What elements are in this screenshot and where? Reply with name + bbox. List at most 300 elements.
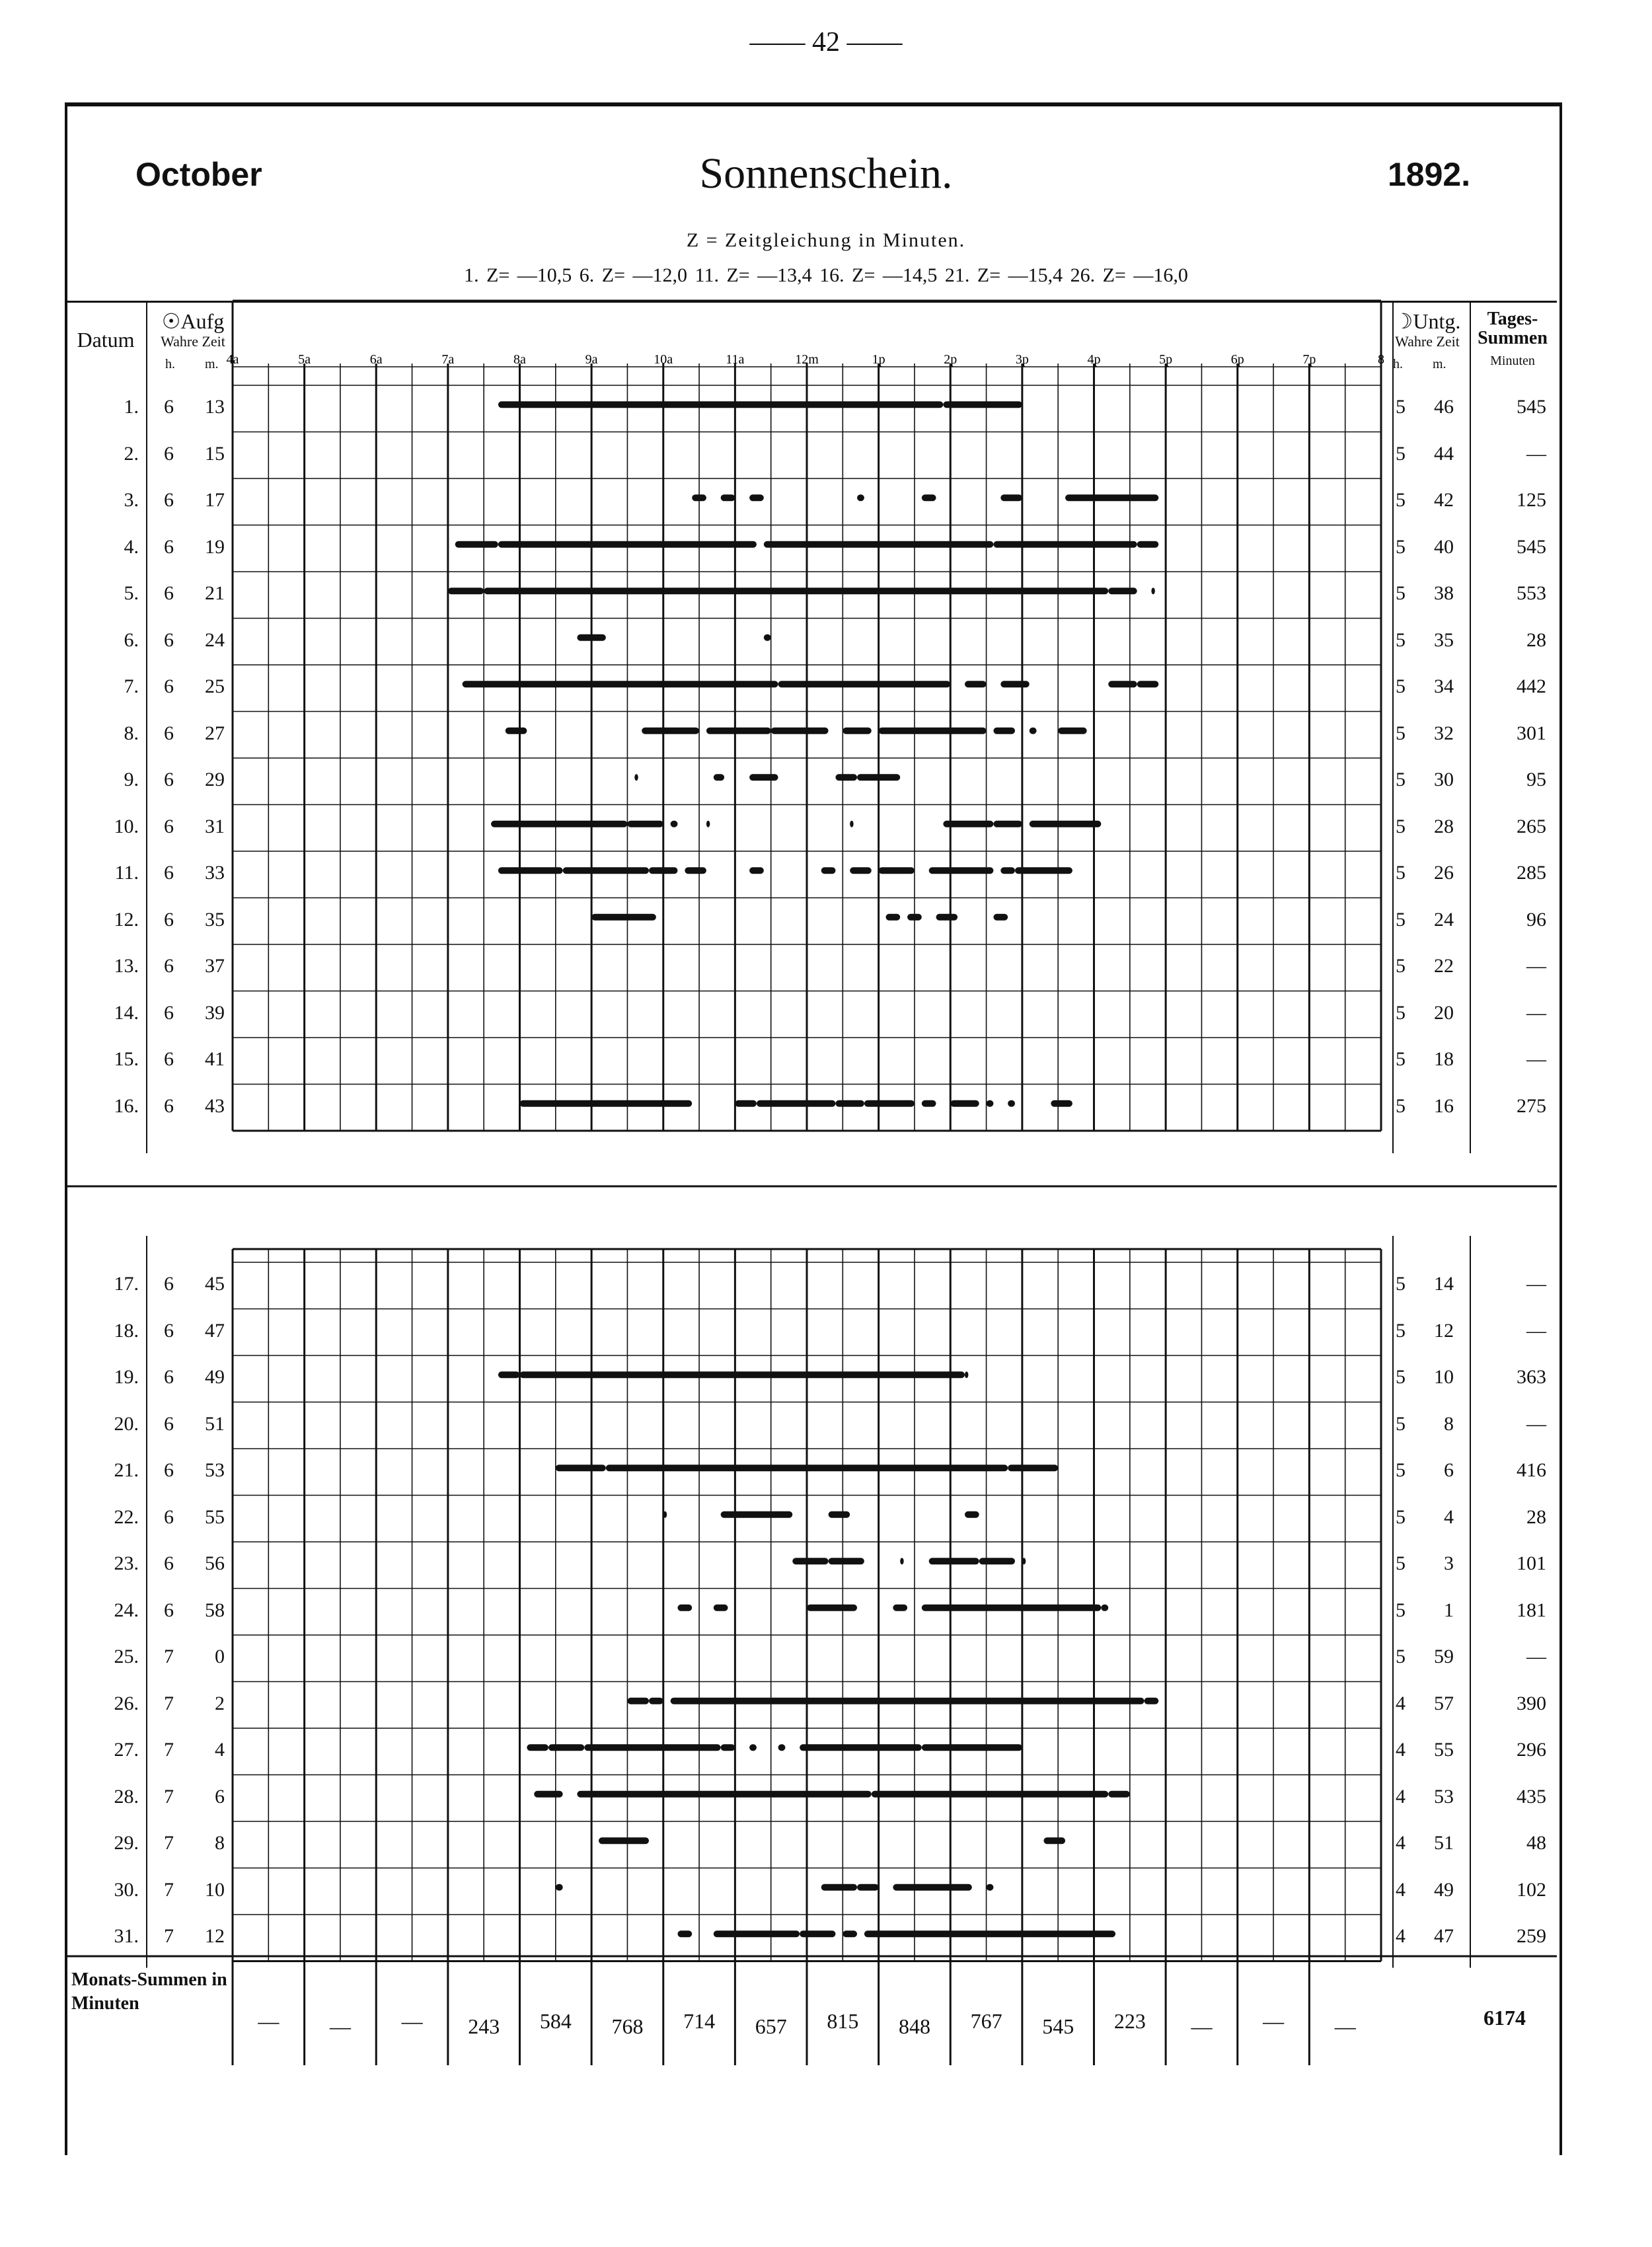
sunset-minute: 38	[1434, 582, 1454, 604]
daily-sum: 285	[1517, 862, 1546, 884]
sunshine-trace	[606, 1465, 1008, 1471]
daily-sum: —	[1526, 955, 1546, 977]
sunshine-trace	[1108, 681, 1137, 687]
sunshine-trace	[922, 1100, 936, 1107]
sunshine-trace	[448, 588, 484, 594]
monthly-sum-cell: —	[329, 2014, 351, 2038]
sunshine-trace	[1101, 1605, 1108, 1611]
row-date: 25.	[114, 1646, 139, 1667]
daily-sum: —	[1526, 442, 1546, 465]
sunshine-trace	[671, 821, 678, 827]
sunrise-hour: 6	[164, 769, 174, 790]
sunshine-trace	[922, 494, 936, 501]
sunshine-trace	[563, 867, 649, 874]
sunshine-trace	[721, 1511, 793, 1518]
sunrise-hour: 6	[164, 722, 174, 744]
sunset-hour: 5	[1396, 396, 1406, 418]
sunset-minute: 3	[1444, 1552, 1454, 1574]
daily-sum-header: Tages-Summen	[1478, 309, 1548, 349]
sunrise-hour: 7	[164, 1785, 174, 1808]
sunshine-trace	[714, 774, 724, 781]
monthly-sum-cell: 767	[970, 2009, 1002, 2033]
sunset-hour: 5	[1396, 628, 1406, 651]
sunrise-minute: 47	[205, 1319, 225, 1342]
sunset-minute: 22	[1434, 955, 1454, 977]
equation-of-time-caption: Z = Zeitgleichung in Minuten.	[686, 229, 966, 251]
sunset-minute: 40	[1434, 535, 1454, 558]
sunshine-trace	[987, 1100, 994, 1107]
sunrise-hour: 7	[164, 1646, 174, 1667]
sunrise-minute: 29	[205, 769, 225, 790]
monthly-sum-cell: —	[401, 2009, 423, 2033]
hour-label: 6p	[1230, 352, 1244, 367]
sunset-minute: 59	[1434, 1646, 1454, 1667]
sunshine-trace	[520, 1100, 693, 1107]
sunrise-minute: 33	[205, 862, 225, 884]
sunshine-trace	[993, 728, 1015, 734]
sunset-unit-m: m.	[1433, 357, 1446, 371]
sunset-minute: 24	[1434, 908, 1454, 931]
sunset-hour: 5	[1396, 535, 1406, 558]
sunset-hour: 5	[1396, 582, 1406, 604]
sunshine-trace	[757, 1100, 835, 1107]
sunshine-trace	[577, 634, 605, 641]
daily-sum-subheader: Minuten	[1490, 354, 1535, 368]
sunshine-trace	[685, 867, 706, 874]
daily-sum: —	[1526, 1319, 1546, 1342]
sunset-hour: 4	[1396, 1692, 1406, 1714]
sunshine-trace	[584, 1744, 720, 1751]
hour-label: 8	[1378, 352, 1384, 367]
sunrise-minute: 53	[205, 1459, 225, 1481]
row-date: 23.	[114, 1552, 139, 1574]
sunshine-trace	[548, 1744, 584, 1751]
sunshine-trace	[1145, 1698, 1159, 1704]
sunrise-minute: 21	[205, 582, 225, 604]
sunrise-hour: 6	[164, 582, 174, 604]
sunshine-trace	[749, 1744, 757, 1751]
row-date: 1.	[124, 396, 139, 418]
sunrise-minute: 55	[205, 1505, 225, 1528]
sunshine-trace	[498, 401, 943, 408]
sunset-minute: 4	[1444, 1505, 1454, 1528]
sunrise-minute: 17	[205, 489, 225, 511]
sunset-minute: 1	[1444, 1599, 1454, 1621]
sunshine-trace	[857, 1884, 879, 1891]
daily-sum: 416	[1517, 1459, 1546, 1481]
sunrise-subheader: Wahre Zeit	[161, 333, 225, 350]
monthly-sum-label: Monats-Summen in Minuten	[71, 1969, 227, 2014]
sunrise-minute: 10	[205, 1878, 225, 1901]
row-date: 17.	[114, 1273, 139, 1295]
sunrise-hour: 6	[164, 1273, 174, 1295]
sunshine-trace	[835, 1100, 864, 1107]
sunrise-hour: 6	[164, 815, 174, 837]
sunshine-trace	[634, 774, 638, 781]
sunshine-trace	[843, 728, 871, 734]
hour-label: 9a	[585, 352, 598, 367]
daily-sum: 553	[1517, 582, 1546, 604]
monthly-sum-cell: 584	[539, 2009, 572, 2033]
sunset-hour: 5	[1396, 1366, 1406, 1388]
sunshine-trace	[1022, 1558, 1026, 1564]
sunshine-trace	[749, 867, 764, 874]
sunrise-hour: 6	[164, 489, 174, 511]
sunrise-minute: 13	[205, 396, 225, 418]
sunrise-hour: 6	[164, 535, 174, 558]
sunshine-trace	[993, 914, 1008, 921]
hour-label: 10a	[654, 352, 673, 367]
hour-label: 1p	[872, 352, 885, 367]
monthly-sum-cell: —	[1191, 2014, 1213, 2038]
sunrise-hour: 6	[164, 1552, 174, 1574]
sunshine-trace	[1030, 821, 1102, 827]
sunset-minute: 34	[1434, 675, 1454, 697]
daily-sum: 125	[1517, 489, 1546, 511]
sunset-minute: 20	[1434, 1001, 1454, 1024]
daily-sum: 435	[1517, 1785, 1546, 1808]
sunshine-trace	[778, 1744, 786, 1751]
sunrise-minute: 41	[205, 1048, 225, 1070]
sunset-hour: 5	[1396, 442, 1406, 465]
sunshine-trace	[1137, 681, 1159, 687]
sunrise-minute: 8	[215, 1832, 225, 1854]
daily-sum: 102	[1517, 1878, 1546, 1901]
sunrise-minute: 37	[205, 955, 225, 977]
sunshine-trace	[649, 867, 677, 874]
sunshine-trace	[771, 728, 829, 734]
sunshine-trace	[993, 541, 1137, 548]
row-date: 27.	[114, 1739, 139, 1761]
sunrise-hour: 6	[164, 1599, 174, 1621]
sunshine-trace	[850, 867, 872, 874]
sunset-subheader: Wahre Zeit	[1395, 333, 1460, 350]
sunshine-trace	[556, 1465, 606, 1471]
sunrise-minute: 31	[205, 815, 225, 837]
daily-sum: 301	[1517, 722, 1546, 744]
sunset-hour: 5	[1396, 955, 1406, 977]
sunrise-hour: 6	[164, 628, 174, 651]
daily-sum: 363	[1517, 1366, 1546, 1388]
sunshine-trace	[864, 1930, 1115, 1937]
sunshine-trace	[663, 1511, 667, 1518]
sunshine-trace	[735, 1100, 757, 1107]
row-date: 2.	[124, 442, 139, 465]
sunrise-minute: 12	[205, 1925, 225, 1947]
row-date: 18.	[114, 1319, 139, 1342]
sunset-minute: 55	[1434, 1739, 1454, 1761]
row-date: 9.	[124, 769, 139, 790]
sunset-hour: 5	[1396, 862, 1406, 884]
sunshine-trace	[857, 494, 864, 501]
row-date: 11.	[114, 862, 139, 884]
sunrise-hour: 6	[164, 908, 174, 931]
daily-sum: 95	[1526, 769, 1546, 790]
sunset-hour: 4	[1396, 1878, 1406, 1901]
sunshine-trace	[721, 494, 735, 501]
sunset-minute: 14	[1434, 1273, 1454, 1295]
sunshine-trace	[1008, 1100, 1015, 1107]
sunshine-trace	[714, 1930, 800, 1937]
sunrise-hour: 6	[164, 1001, 174, 1024]
sunshine-trace	[534, 1791, 562, 1798]
sunshine-trace	[792, 1558, 828, 1564]
month-label: October	[135, 156, 262, 193]
row-date: 3.	[124, 489, 139, 511]
sunset-minute: 30	[1434, 769, 1454, 790]
sunrise-minute: 58	[205, 1599, 225, 1621]
sunshine-trace	[764, 541, 994, 548]
sunrise-header: ☉Aufg	[161, 309, 225, 333]
sunrise-hour: 6	[164, 955, 174, 977]
sunshine-trace	[829, 1558, 864, 1564]
hour-label: 7p	[1302, 352, 1316, 367]
datum-header: Datum	[77, 328, 135, 352]
sunshine-trace	[821, 1884, 857, 1891]
daily-sum: 101	[1517, 1552, 1546, 1574]
hour-label: 3p	[1015, 352, 1029, 367]
sunshine-trace	[1065, 494, 1158, 501]
sunshine-trace	[556, 1884, 563, 1891]
sunset-hour: 5	[1396, 815, 1406, 837]
sunset-header: ☽Untg.	[1394, 309, 1461, 333]
sunshine-trace	[1015, 867, 1072, 874]
sunshine-trace	[706, 821, 710, 827]
hour-label: 7a	[441, 352, 455, 367]
row-date: 8.	[124, 722, 139, 744]
sunset-hour: 5	[1396, 1001, 1406, 1024]
monthly-sum-cell: —	[1334, 2014, 1356, 2038]
sunshine-trace	[850, 821, 853, 827]
sunset-minute: 12	[1434, 1319, 1454, 1342]
sunrise-hour: 6	[164, 862, 174, 884]
monthly-sum-cell: 223	[1113, 2009, 1146, 2033]
sunset-hour: 4	[1396, 1739, 1406, 1761]
sunset-hour: 5	[1396, 769, 1406, 790]
sunshine-trace	[627, 821, 663, 827]
monthly-sum-cell: 815	[827, 2009, 859, 2033]
sunshine-trace	[642, 728, 699, 734]
hour-label: 8a	[513, 352, 526, 367]
hour-label: 2p	[944, 352, 957, 367]
sunset-minute: 18	[1434, 1048, 1454, 1070]
sunset-hour: 5	[1396, 722, 1406, 744]
sunrise-minute: 43	[205, 1094, 225, 1117]
monthly-sum-cell: 848	[898, 2014, 930, 2038]
sunshine-trace	[872, 1791, 1108, 1798]
sunrise-minute: 51	[205, 1412, 225, 1435]
sunrise-hour: 7	[164, 1925, 174, 1947]
daily-sum: 442	[1517, 675, 1546, 697]
sunshine-trace	[922, 1744, 1022, 1751]
row-date: 31.	[114, 1925, 139, 1947]
hour-label: 4p	[1087, 352, 1101, 367]
daily-sum: 96	[1526, 908, 1546, 931]
sunset-hour: 5	[1396, 1412, 1406, 1435]
row-date: 21.	[114, 1459, 139, 1481]
page-title: Sonnenschein.	[699, 149, 953, 198]
sunshine-trace	[721, 1744, 735, 1751]
sunshine-trace	[520, 1371, 965, 1378]
sunset-minute: 51	[1434, 1832, 1454, 1854]
row-date: 26.	[114, 1692, 139, 1714]
sunshine-trace	[506, 728, 527, 734]
sunset-minute: 28	[1434, 815, 1454, 837]
daily-sum: —	[1526, 1001, 1546, 1024]
monthly-sum-cell: 657	[755, 2014, 787, 2038]
sunset-hour: 5	[1396, 489, 1406, 511]
row-date: 7.	[124, 675, 139, 697]
sunrise-minute: 24	[205, 628, 225, 651]
daily-sum: 28	[1526, 1505, 1546, 1528]
sunset-minute: 10	[1434, 1366, 1454, 1388]
sunshine-trace	[929, 867, 994, 874]
sunshine-trace	[498, 867, 563, 874]
sunshine-trace	[1137, 541, 1159, 548]
sunshine-trace	[649, 1698, 663, 1704]
sunrise-minute: 0	[215, 1646, 225, 1667]
sunshine-trace	[1151, 588, 1154, 594]
sunrise-hour: 6	[164, 442, 174, 465]
sunset-hour: 5	[1396, 1273, 1406, 1295]
hour-label: 5a	[298, 352, 311, 367]
sunshine-trace	[987, 1884, 994, 1891]
daily-sum: 296	[1517, 1739, 1546, 1761]
sunshine-trace	[993, 821, 1022, 827]
row-date: 13.	[114, 955, 139, 977]
sunshine-trace	[1000, 681, 1029, 687]
sunshine-trace	[706, 728, 771, 734]
sunshine-trace	[491, 821, 627, 827]
sunrise-minute: 15	[205, 442, 225, 465]
daily-sum: 545	[1517, 396, 1546, 418]
sunshine-trace	[864, 1100, 915, 1107]
hour-label: 5p	[1159, 352, 1173, 367]
sunshine-trace	[943, 401, 1022, 408]
sunshine-trace	[950, 1100, 979, 1107]
sunrise-hour: 6	[164, 1366, 174, 1388]
sunshine-trace	[885, 914, 900, 921]
sunset-minute: 57	[1434, 1692, 1454, 1714]
row-date: 12.	[114, 908, 139, 931]
monthly-sum-cell: 714	[683, 2009, 716, 2033]
daily-sum: 275	[1517, 1094, 1546, 1117]
daily-sum: 181	[1517, 1599, 1546, 1621]
sunset-minute: 44	[1434, 442, 1454, 465]
sunshine-trace	[929, 1558, 979, 1564]
daily-sum: 545	[1517, 535, 1546, 558]
sunshine-trace	[1108, 588, 1137, 594]
sunshine-trace	[677, 1930, 692, 1937]
sunshine-trace	[627, 1698, 649, 1704]
daily-sum: 48	[1526, 1832, 1546, 1854]
sunrise-minute: 56	[205, 1552, 225, 1574]
sunrise-hour: 6	[164, 396, 174, 418]
sunshine-trace	[1058, 728, 1086, 734]
sunset-hour: 5	[1396, 1646, 1406, 1667]
sunshine-trace	[807, 1605, 857, 1611]
sunshine-trace	[922, 1605, 1102, 1611]
sunshine-trace	[936, 914, 958, 921]
sunshine-trace	[965, 1511, 979, 1518]
sunshine-trace	[692, 494, 706, 501]
sunrise-hour: 6	[164, 1459, 174, 1481]
row-date: 5.	[124, 582, 139, 604]
sunrise-hour: 6	[164, 675, 174, 697]
row-date: 28.	[114, 1785, 139, 1808]
sunshine-trace	[498, 1371, 520, 1378]
sunrise-minute: 45	[205, 1273, 225, 1295]
sunset-minute: 49	[1434, 1878, 1454, 1901]
sunset-minute: 6	[1444, 1459, 1454, 1481]
sunshine-trace	[907, 914, 922, 921]
sunshine-trace	[979, 1558, 1015, 1564]
sunrise-hour: 7	[164, 1878, 174, 1901]
sunset-minute: 53	[1434, 1785, 1454, 1808]
sunshine-trace	[900, 1558, 903, 1564]
sunset-hour: 5	[1396, 1048, 1406, 1070]
sunshine-trace	[599, 1837, 649, 1844]
sunrise-minute: 27	[205, 722, 225, 744]
sunrise-minute: 4	[215, 1739, 225, 1761]
monthly-sum-cell: 545	[1042, 2014, 1074, 2038]
sunset-hour: 5	[1396, 675, 1406, 697]
row-date: 20.	[114, 1412, 139, 1435]
hour-label: 4a	[226, 352, 239, 367]
sunset-minute: 47	[1434, 1925, 1454, 1947]
hour-label: 12m	[795, 352, 819, 367]
monthly-sum-cell: —	[1263, 2009, 1285, 2033]
sunrise-minute: 2	[215, 1692, 225, 1714]
sunset-hour: 5	[1396, 1319, 1406, 1342]
hour-label: 11a	[726, 352, 745, 367]
sunrise-unit-m: m.	[205, 357, 219, 371]
daily-sum: —	[1526, 1048, 1546, 1070]
sunset-hour: 5	[1396, 1459, 1406, 1481]
daily-sum: —	[1526, 1646, 1546, 1667]
sunshine-trace	[1108, 1791, 1130, 1798]
page-number: —— 42 ——	[749, 27, 903, 57]
row-date: 30.	[114, 1878, 139, 1901]
sunshine-trace	[1000, 867, 1015, 874]
sunset-minute: 8	[1444, 1412, 1454, 1435]
sunshine-trace	[965, 681, 987, 687]
sunshine-trace	[829, 1511, 850, 1518]
daily-sum: 390	[1517, 1692, 1546, 1714]
row-date: 29.	[114, 1832, 139, 1854]
sunrise-hour: 7	[164, 1692, 174, 1714]
sunset-minute: 42	[1434, 489, 1454, 511]
sunset-hour: 4	[1396, 1785, 1406, 1808]
sunshine-trace	[879, 867, 915, 874]
sunrise-hour: 6	[164, 1412, 174, 1435]
row-date: 22.	[114, 1505, 139, 1528]
equation-of-time-values: 1. Z= —10,5 6. Z= —12,0 11. Z= —13,4 16. Z= —14,5 21. Z= —15,4 26. Z= —16,0	[464, 264, 1188, 286]
sunshine-trace	[843, 1930, 857, 1937]
daily-sum: —	[1526, 1273, 1546, 1295]
sunset-hour: 5	[1396, 1552, 1406, 1574]
sunshine-trace	[577, 1791, 871, 1798]
sunshine-trace	[800, 1930, 835, 1937]
sunset-hour: 5	[1396, 1505, 1406, 1528]
sunrise-minute: 39	[205, 1001, 225, 1024]
sunshine-trace	[835, 774, 857, 781]
year-label: 1892.	[1388, 156, 1471, 193]
row-date: 4.	[124, 535, 139, 558]
sunshine-trace	[1043, 1837, 1065, 1844]
sunshine-trace	[527, 1744, 548, 1751]
daily-sum: —	[1526, 1412, 1546, 1435]
